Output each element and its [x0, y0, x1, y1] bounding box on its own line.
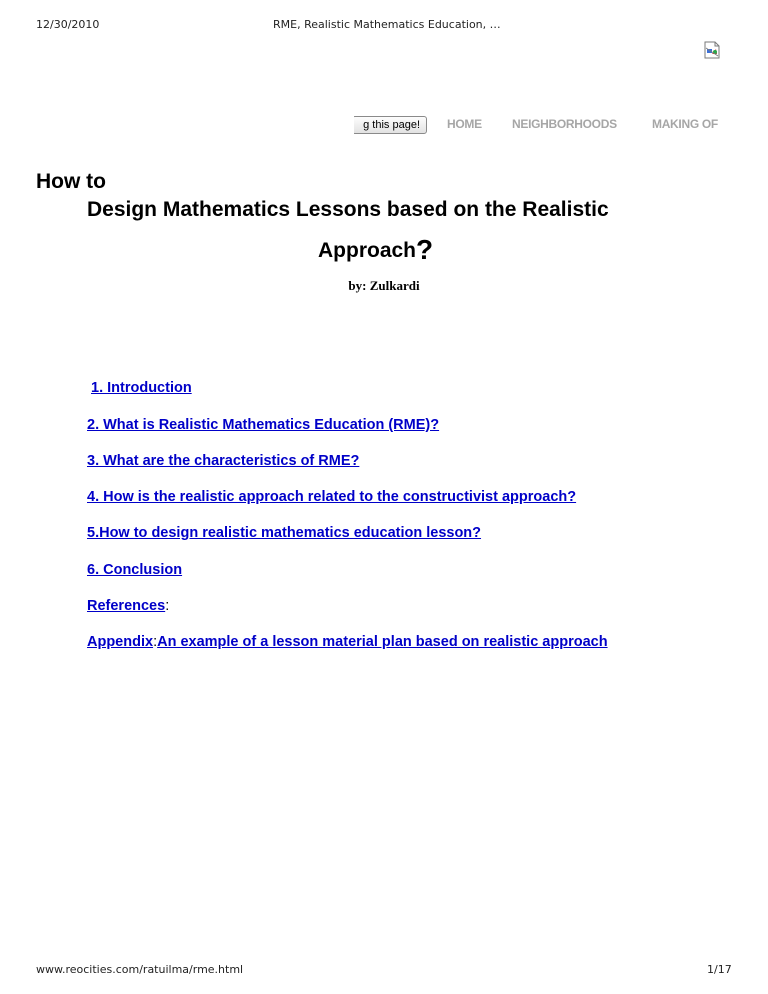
toc-item-constructivist [87, 489, 576, 505]
toc-item-conclusion [87, 562, 182, 578]
toc-item-characteristics [87, 453, 359, 469]
print-date: 12/30/2010 [36, 18, 100, 31]
print-footer [0, 963, 768, 979]
toc-references-colon: : [165, 598, 170, 614]
toc-link-what-is-rme[interactable]: 2. What is Realistic Mathematics Education (RME)? [87, 417, 440, 433]
broken-image-icon [704, 41, 720, 59]
toc-item-design [87, 525, 481, 541]
print-doc-title: RME, Realistic Mathematics Education, … [273, 18, 501, 31]
toc-link-appendix[interactable]: Appendix [87, 634, 154, 650]
nav-neighborhoods-link[interactable]: NEIGHBORHOODS [512, 117, 617, 131]
page-title-approach-text: Approach [318, 239, 417, 262]
page-title-approach [318, 232, 433, 264]
page-title-line-1: How to [36, 170, 106, 193]
toc-link-design[interactable]: 5.How to design realistic mathematics education lesson? [87, 525, 482, 541]
toc-link-introduction[interactable]: 1. Introduction [91, 380, 192, 396]
page-title-question-mark: ? [416, 234, 434, 265]
nav-making-of-link[interactable]: MAKING OF [652, 117, 718, 131]
toc-item-what-is-rme [87, 417, 439, 433]
toc-link-constructivist[interactable]: 4. How is the realistic approach related to the constructivist approach? [87, 489, 577, 505]
toc-appendix-colon: : [153, 634, 158, 650]
print-header [0, 18, 768, 34]
toc-item-appendix [87, 634, 608, 650]
author-byline [0, 278, 768, 294]
page-action-button[interactable]: g this page! [354, 116, 427, 134]
top-navigation [0, 116, 768, 136]
toc-link-references[interactable]: References [87, 598, 166, 614]
toc-item-references [87, 598, 169, 614]
page-action-button-clip [354, 116, 427, 134]
toc-link-conclusion[interactable]: 6. Conclusion [87, 562, 183, 578]
toc-link-characteristics[interactable]: 3. What are the characteristics of RME? [87, 453, 360, 469]
page-title-line-2: Design Mathematics Lessons based on the Realistic [87, 198, 609, 221]
toc-link-appendix-description[interactable]: An example of a lesson material plan based on realistic approach [157, 634, 608, 650]
toc-item-introduction [91, 380, 192, 396]
author-byline-text: by: Zulkardi [348, 278, 420, 293]
print-footer-page-number: 1/17 [707, 963, 732, 976]
print-footer-url: www.reocities.com/ratuilma/rme.html [36, 963, 244, 976]
nav-home-link[interactable]: HOME [447, 117, 482, 131]
